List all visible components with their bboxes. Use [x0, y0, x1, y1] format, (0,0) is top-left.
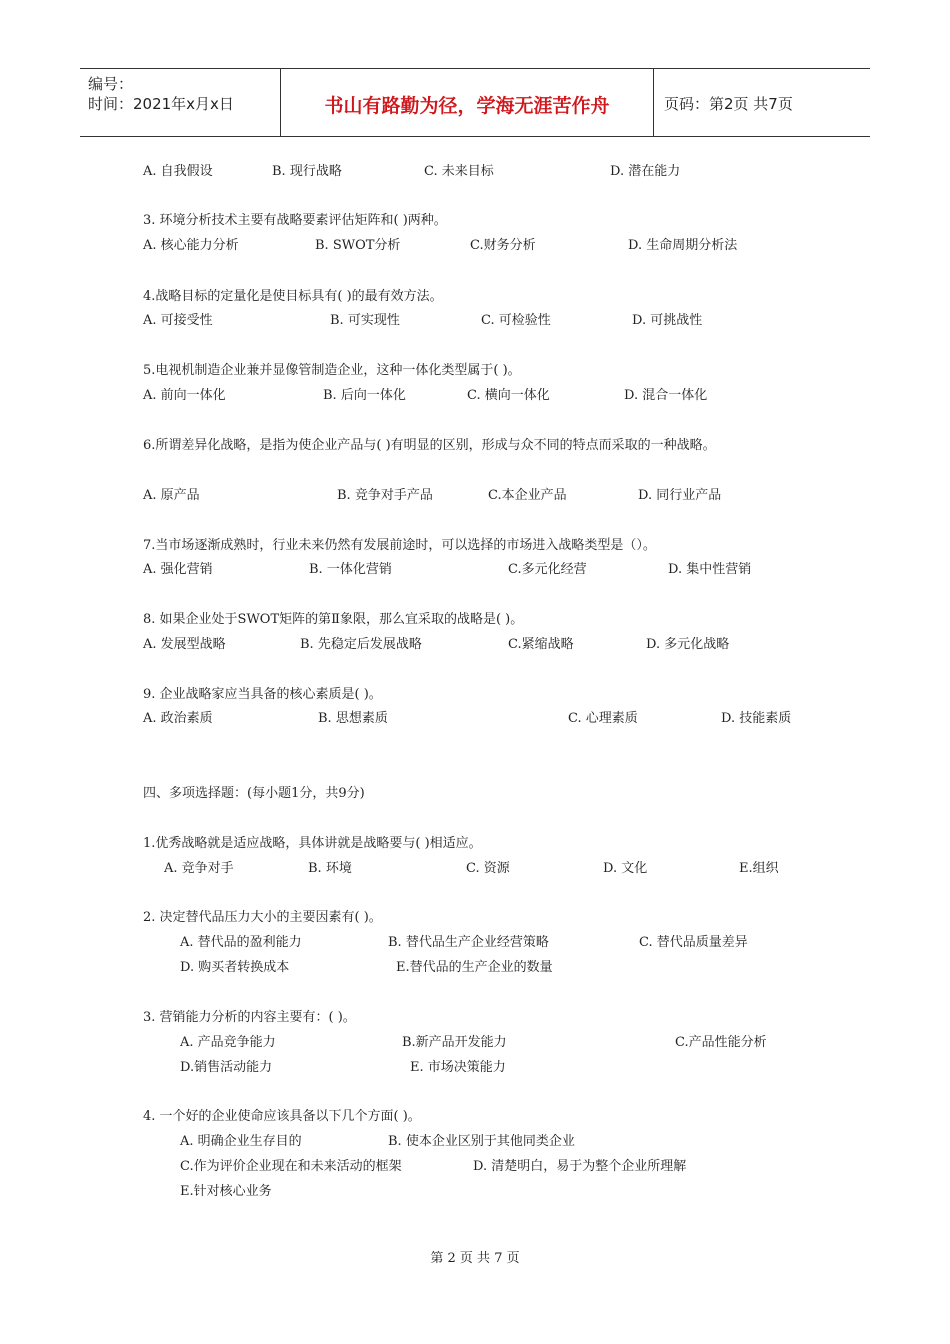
page-header [80, 68, 870, 137]
option: C.财务分析 [470, 238, 536, 253]
option: D. 生命周期分析法 [628, 238, 738, 253]
option: B. 环境 [308, 861, 352, 876]
option: D. 混合一体化 [624, 388, 708, 403]
option: C. 资源 [466, 861, 510, 876]
question-8: 8. 如果企业处于SWOT矩阵的第Ⅱ象限，那么宜采取的战略是( )。 [143, 612, 524, 627]
option: C. 替代品质量差异 [639, 935, 748, 950]
document-number-label: 编号： [88, 75, 134, 93]
option: D. 集中性营销 [668, 562, 752, 577]
section-heading: 四、多项选择题：(每小题1分，共9分) [143, 786, 365, 801]
option: B. 可实现性 [330, 313, 400, 328]
page-footer: 第 2 页 共 7 页 [430, 1251, 520, 1266]
option: B. SWOT分析 [315, 238, 401, 253]
option: D. 多元化战略 [646, 637, 730, 652]
option: E.针对核心业务 [180, 1184, 272, 1199]
option: B. 后向一体化 [323, 388, 406, 403]
option: D.销售活动能力 [180, 1060, 273, 1075]
question-5: 5.电视机制造企业兼并显像管制造企业，这种一体化类型属于( )。 [143, 363, 521, 378]
option: A. 政治素质 [143, 711, 213, 726]
option: A. 自我假设 [143, 164, 213, 179]
option: A. 产品竞争能力 [180, 1035, 276, 1050]
multi-question-1: 1.优秀战略就是适应战略，具体讲就是战略要与( )相适应。 [143, 836, 482, 851]
header-page-label: 页码：第2页 共7页 [664, 95, 793, 113]
option: C.多元化经营 [508, 562, 587, 577]
option: B.新产品开发能力 [402, 1035, 507, 1050]
option: C.作为评价企业现在和未来活动的框架 [180, 1159, 402, 1174]
option: A. 明确企业生存目的 [180, 1134, 302, 1149]
document-time-label: 时间：2021年x月x日 [88, 95, 234, 113]
option: B. 思想素质 [318, 711, 388, 726]
option: A. 核心能力分析 [143, 238, 239, 253]
multi-question-3: 3. 营销能力分析的内容主要有：( )。 [143, 1010, 356, 1025]
header-page-cell [654, 69, 870, 136]
option: C. 未来目标 [424, 164, 494, 179]
option: B. 先稳定后发展战略 [300, 637, 422, 652]
option: D. 购买者转换成本 [180, 960, 290, 975]
header-motto: 书山有路勤为径，学海无涯苦作舟 [324, 95, 610, 117]
header-motto-cell [281, 69, 654, 136]
option: D. 文化 [603, 861, 648, 876]
option: D. 可挑战性 [632, 313, 703, 328]
option: A. 原产品 [143, 488, 200, 503]
option: C. 心理素质 [568, 711, 638, 726]
multi-question-2: 2. 决定替代品压力大小的主要因素有( )。 [143, 910, 382, 925]
option: B. 竞争对手产品 [337, 488, 433, 503]
question-7: 7.当市场逐渐成熟时，行业未来仍然有发展前途时，可以选择的市场进入战略类型是（）。 [143, 538, 656, 553]
option: B. 替代品生产企业经营策略 [388, 935, 549, 950]
option: B. 使本企业区别于其他同类企业 [388, 1134, 575, 1149]
option: A. 前向一体化 [143, 388, 226, 403]
option: A. 强化营销 [143, 562, 213, 577]
multi-question-4: 4. 一个好的企业使命应该具备以下几个方面( )。 [143, 1109, 421, 1124]
option: E.组织 [739, 861, 779, 876]
option: A. 替代品的盈利能力 [180, 935, 302, 950]
header-left-cell [80, 69, 281, 136]
option: D. 同行业产品 [638, 488, 722, 503]
question-4: 4.战略目标的定量化是使目标具有( )的最有效方法。 [143, 289, 443, 304]
option: C. 横向一体化 [467, 388, 550, 403]
option: B. 现行战略 [272, 164, 342, 179]
option: C. 可检验性 [481, 313, 551, 328]
option: B. 一体化营销 [309, 562, 392, 577]
option: C.紧缩战略 [508, 637, 574, 652]
option: A. 可接受性 [143, 313, 213, 328]
option: C.本企业产品 [488, 488, 567, 503]
option: C.产品性能分析 [675, 1035, 767, 1050]
option: D. 技能素质 [721, 711, 792, 726]
option: E. 市场决策能力 [410, 1060, 506, 1075]
question-9: 9. 企业战略家应当具备的核心素质是( )。 [143, 687, 382, 702]
option: A. 发展型战略 [143, 637, 226, 652]
option: A. 竞争对手 [164, 861, 234, 876]
option: D. 潜在能力 [610, 164, 681, 179]
question-3: 3. 环境分析技术主要有战略要素评估矩阵和( )两种。 [143, 213, 447, 228]
option: D. 清楚明白，易于为整个企业所理解 [473, 1159, 687, 1174]
option: E.替代品的生产企业的数量 [396, 960, 553, 975]
question-6: 6.所谓差异化战略，是指为使企业产品与( )有明显的区别，形成与众不同的特点而采取的一种战略。 [143, 438, 716, 453]
